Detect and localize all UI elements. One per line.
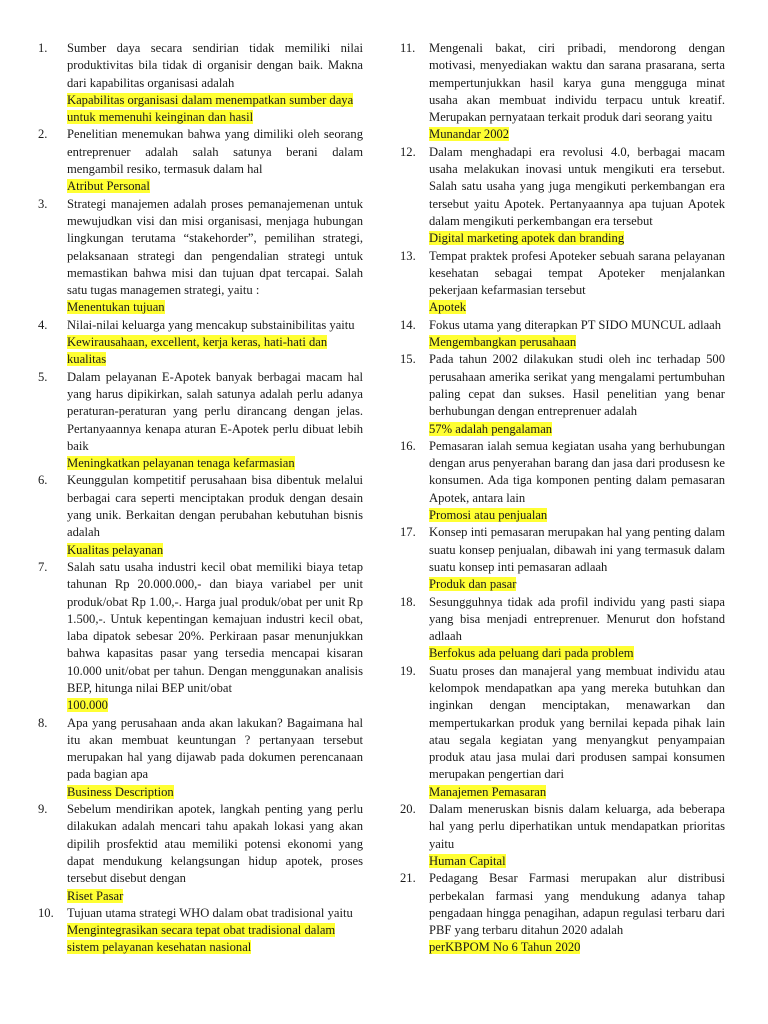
answer-highlight: Meningkatkan pelayanan tenaga kefarmasian xyxy=(67,456,295,471)
question-item xyxy=(38,801,363,905)
question-number: 11. xyxy=(400,41,416,55)
question-body xyxy=(67,715,363,801)
question-text: Penelitian menemukan bahwa yang dimiliki oleh seorang entreprenuer adalah salah satunya berani dalam mengambil resiko, termasuk dalam hal xyxy=(67,127,363,177)
question-body xyxy=(429,438,725,524)
answer-line xyxy=(429,576,725,593)
question-item xyxy=(400,524,725,593)
question-item xyxy=(38,40,363,126)
answer-line xyxy=(429,299,725,316)
question-number: 19. xyxy=(400,663,416,678)
question-number: 12. xyxy=(400,144,416,159)
right-column xyxy=(400,40,725,957)
question-text: Sebelum mendirikan apotek, langkah penting yang perlu dilakukan adalah mencari tahu apakah lokasi yang akan dipilih prosfektid atau memiliki potensi ekonomi yang dapat mendukung kelangsungan hidup apotek, proses tersebut disebut dengan xyxy=(67,802,363,886)
question-item xyxy=(400,144,725,248)
answer-line xyxy=(67,92,363,127)
question-text: Apa yang perusahaan anda akan lakukan? Bagaimana hal itu akan membuat keuntungan ? pertanyaan tersebut merupakan hal yang dijawab pada dokumen perencanaan pada bagian apa xyxy=(67,715,363,782)
answer-line xyxy=(429,334,725,351)
question-text: Nilai-nilai keluarga yang mencakup substainibilitas yaitu xyxy=(67,317,355,332)
question-item xyxy=(38,317,363,369)
question-text: Strategi manajemen adalah proses pemanajemenan untuk mewujudkan visi dan misi organisasi, menjaga hubungan lingkungan terutama “stakehorder”, pemilihan strategi, pelaksanaan strategi dan pengendalian strategi untuk memastikan bahwa misi dan tujuan dpat tercapai. Salah satu tugas managemen strategi, yaitu : xyxy=(67,196,363,298)
question-body xyxy=(67,369,363,473)
question-text: Tempat praktek profesi Apoteker sebuah sarana pelayanan kesehatan sebagai tempat Apoteker menjalankan pekerjaan kefarmasian tersebut xyxy=(429,248,725,298)
question-text: Tujuan utama strategi WHO dalam obat tradisional yaitu xyxy=(67,905,353,920)
question-text: Pedagang Besar Farmasi merupakan alur distribusi perbekalan farmasi yang mendukung adanya tahap pengadaan hingga penagihan, adapun regulasi terbaru dari PBF yang terbaru ditahun 2020 adalah xyxy=(429,871,725,938)
question-number: 2. xyxy=(38,127,48,142)
question-text: Dalam menghadapi era revolusi 4.0, berbagai macam usaha melakukan inovasi untuk mengikuti era tersebut. Salah satu usaha yang juga mengikuti perkembangan era tersebut yaitu Apotek. Pertanyaannya apa tujuan Apotek dalam mengikuti perkembangan era tersebut xyxy=(429,144,725,228)
question-item xyxy=(400,594,725,663)
question-number: 10. xyxy=(38,905,54,920)
answer-line xyxy=(429,853,725,870)
answer-line xyxy=(429,126,725,143)
answer-highlight: Kapabilitas organisasi dalam menempatkan sumber daya untuk memenuhi keinginan dan hasil xyxy=(67,92,354,125)
question-item xyxy=(38,559,363,715)
question-item xyxy=(400,351,725,437)
question-body xyxy=(67,559,363,715)
answer-highlight: Riset Pasar xyxy=(67,888,124,903)
answer-highlight: Promosi atau penjualan xyxy=(429,508,548,523)
question-number: 14. xyxy=(400,317,416,332)
question-number: 18. xyxy=(400,594,416,609)
question-number: 4. xyxy=(38,317,48,332)
question-body xyxy=(429,524,725,593)
question-text: Salah satu usaha industri kecil obat memiliki biaya tetap tahunan Rp 20.000.000,- dan biaya variabel per unit produk/obat Rp 1.00,-. Harga jual produk/obat per unit Rp 1.500,-. Untuk kepentingan kemajuan industri kecil obat, laba dipatok sebesar 20%. Perkiraan pasar menunjukkan bahwa kapasitas pasar yang tersedia mencapai kisaran 10.000 unit/obat per tahun. Dengan menggunakan analisis BEP, hitunga nilai BEP unit/obat xyxy=(67,559,363,695)
question-text: Sesungguhnya tidak ada profil individu yang pasti siapa yang bisa menjadi entreprenuer. Menurut don hofstand adlaah xyxy=(429,594,725,644)
question-text: Pada tahun 2002 dilakukan studi oleh inc terhadap 500 perusahaan amerika serikat yang mengalami pertumbuhan paling cepat dan sukses. Hasil penelitian yang benar berhubungan dengan entreprenuer adalah xyxy=(429,352,725,419)
answer-line xyxy=(429,230,725,247)
question-text: Konsep inti pemasaran merupakan hal yang penting dalam suatu konsep penjualan, dibawah ini yang termasuk dalam suatu konsep inti pemasaran adlaah xyxy=(429,525,725,574)
answer-highlight: Berfokus ada peluang dari pada problem xyxy=(429,646,634,661)
question-number: 17. xyxy=(400,525,416,540)
answer-highlight: Munandar 2002 xyxy=(429,127,510,142)
answer-highlight: 57% adalah pengalaman xyxy=(429,421,553,436)
answer-highlight: Business Description xyxy=(67,784,174,799)
question-body xyxy=(429,144,725,248)
question-number: 21. xyxy=(400,871,416,886)
question-number: 20. xyxy=(400,802,416,817)
question-number: 5. xyxy=(38,369,48,384)
answer-highlight: Manajemen Pemasaran xyxy=(429,784,547,799)
question-item xyxy=(400,438,725,524)
question-body xyxy=(67,905,363,957)
question-number: 9. xyxy=(38,802,48,817)
question-body xyxy=(67,317,363,369)
question-body xyxy=(67,196,363,317)
answer-line xyxy=(67,888,363,905)
answer-highlight: Produk dan pasar xyxy=(429,577,517,592)
answer-highlight: Atribut Personal xyxy=(67,179,150,194)
question-item xyxy=(400,40,725,144)
answer-highlight: Digital marketing apotek dan branding xyxy=(429,231,625,246)
question-item xyxy=(400,248,725,317)
question-item xyxy=(38,905,363,957)
question-number: 8. xyxy=(38,715,48,730)
answer-highlight: Menentukan tujuan xyxy=(67,300,165,315)
question-text: Fokus utama yang diterapkan PT SIDO MUNCUL adlaah xyxy=(429,317,722,332)
question-body xyxy=(67,126,363,195)
question-body xyxy=(67,40,363,126)
question-body xyxy=(429,870,725,956)
question-item xyxy=(38,369,363,473)
question-text: Keunggulan kompetitif perusahaan bisa dibentuk melalui berbagai cara seperti menciptakan produk dengan desain yang unik. Berkaitan dengan perubahan kebutuhan bisnis adalah xyxy=(67,473,363,540)
answer-line xyxy=(67,542,363,559)
answer-highlight: Kualitas pelayanan xyxy=(67,542,164,557)
question-item xyxy=(400,663,725,801)
answer-line xyxy=(429,645,725,662)
answer-line xyxy=(67,299,363,316)
question-text: Suatu proses dan manajeral yang membuat individu atau kelompok mendapatkan apa yang mereka butuhkan dan inginkan dengan menciptakan, menawarkan dan mempertukarkan produk yang bernilai kepada pihak lain atau segala kegiatan yang menyangkut penyampaian produk atau jasa mulai dari produsen sampai konsumen merupakan pengertian dari xyxy=(429,663,725,782)
answer-highlight: Kewirausahaan, excellent, kerja keras, hati-hati dan kualitas xyxy=(67,335,328,367)
question-item xyxy=(400,870,725,956)
question-item xyxy=(400,317,725,352)
question-item xyxy=(38,472,363,558)
question-body xyxy=(67,472,363,558)
question-number: 15. xyxy=(400,352,416,367)
question-body xyxy=(429,663,725,801)
answer-line xyxy=(67,334,363,369)
answer-line xyxy=(67,922,363,957)
question-number: 6. xyxy=(38,473,48,488)
question-text: Sumber daya secara sendirian tidak memiliki nilai produktivitas bila tidak di organisir dengan baik. Makna dari kapabilitas organisasi adalah xyxy=(67,41,363,90)
answer-line xyxy=(429,421,725,438)
answer-highlight: Mengintegrasikan secara tepat obat tradisional dalam sistem pelayanan kesehatan nasional xyxy=(67,923,336,955)
question-body xyxy=(429,801,725,870)
answer-line xyxy=(67,455,363,472)
question-body xyxy=(429,40,725,144)
question-number: 13. xyxy=(400,248,416,263)
question-body xyxy=(429,317,725,352)
question-number: 7. xyxy=(38,559,48,574)
answer-highlight: 100.000 xyxy=(67,698,108,713)
answer-line xyxy=(67,178,363,195)
answer-line xyxy=(429,939,725,956)
question-body xyxy=(429,351,725,437)
question-body xyxy=(429,248,725,317)
answer-line xyxy=(67,697,363,714)
question-body xyxy=(67,801,363,905)
question-body xyxy=(429,594,725,663)
question-item xyxy=(38,126,363,195)
question-number: 3. xyxy=(38,196,48,211)
answer-highlight: Human Capital xyxy=(429,853,506,868)
question-item xyxy=(38,196,363,317)
question-item xyxy=(38,715,363,801)
question-number: 1. xyxy=(38,41,48,55)
question-text: Dalam pelayanan E-Apotek banyak berbagai macam hal yang harus dipikirkan, salah satunya adalah perlu adanya peraturan-peraturan yang perlu dirancang dengan jelas. Pertanyaannya kenapa aturan E-Apotek perlu dibuat lebih baik xyxy=(67,369,363,453)
question-text: Mengenali bakat, ciri pribadi, mendorong dengan motivasi, menyediakan waktu dan sarana prasarana, serta mempertunjukkan hasil karya guna mengguga minat usaha akan membuat individu terpacu untuk kreatif. Merupakan pernyataan terkait produk dari seorang yaitu xyxy=(429,41,725,125)
answer-line xyxy=(429,507,725,524)
left-column xyxy=(38,40,363,957)
answer-line xyxy=(429,784,725,801)
question-number: 16. xyxy=(400,438,416,453)
question-text: Dalam meneruskan bisnis dalam keluarga, ada beberapa hal yang perlu diperhatikan untuk mendapatkan prioritas yaitu xyxy=(429,802,725,851)
answer-line xyxy=(67,784,363,801)
answer-highlight: Mengembangkan perusahaan xyxy=(429,335,577,350)
answer-highlight: perKBPOM No 6 Tahun 2020 xyxy=(429,940,581,955)
question-text: Pemasaran ialah semua kegiatan usaha yang berhubungan dengan arus penyerahan barang dan jasa dari produsesn ke konsumen. Ada tiga komponen penting dalam pemasaran Apotek, antara lain xyxy=(429,438,725,505)
question-item xyxy=(400,801,725,870)
answer-highlight: Apotek xyxy=(429,300,467,315)
